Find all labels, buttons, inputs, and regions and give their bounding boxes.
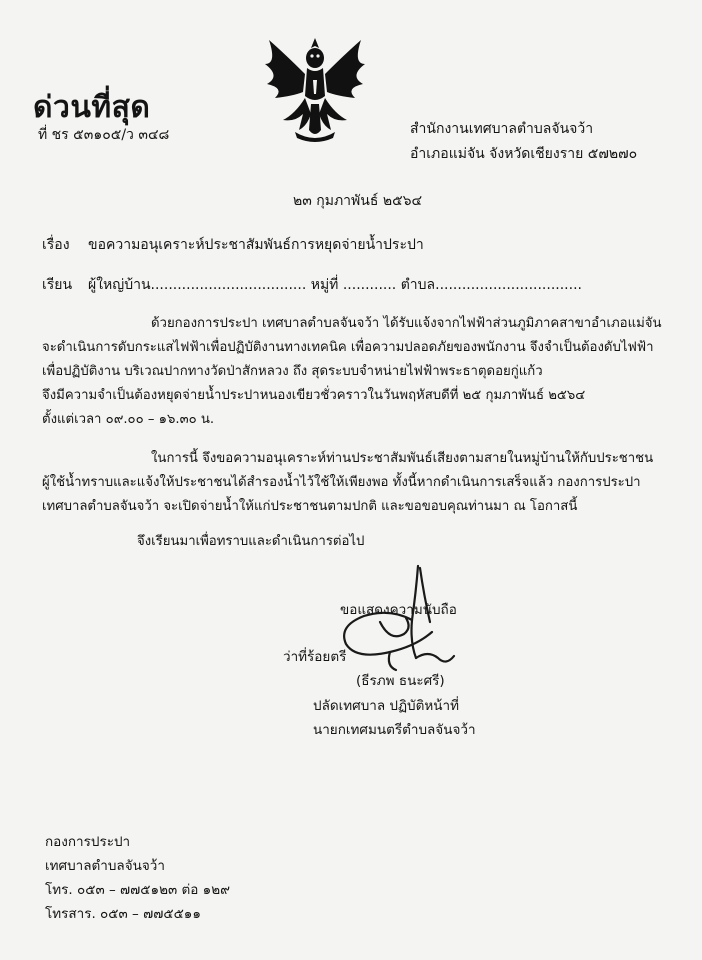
body-line: ตั้งแต่เวลา ๐๙.๐๐ – ๑๖.๓๐ น. [42, 412, 215, 427]
closing-regards: ขอแสดงความนับถือ [340, 602, 457, 618]
body-paragraph-1 [42, 312, 662, 432]
footer-organization: เทศบาลตำบลจันจว้า [45, 858, 165, 874]
closing-sentence: จึงเรียนมาเพื่อทราบและดำเนินการต่อไป [137, 534, 365, 549]
signer-name: (ธีรภพ ธนะศรี) [356, 673, 445, 689]
footer-phone: โทร. ๐๕๓ – ๗๗๕๑๒๓ ต่อ ๑๒๙ [45, 882, 231, 898]
signer-position-2: นายกเทศมนตรีตำบลจันจว้า [313, 722, 476, 738]
letter-date: ๒๓ กุมภาพันธ์ ๒๕๖๔ [293, 193, 423, 209]
body-line: เพื่อปฏิบัติงาน บริเวณปากทางวัดป่าสักหลวง ถึง สุดระบบจำหน่ายไฟฟ้าพระธาตุดอยกู่แก้ว [42, 364, 543, 379]
office-address: อำเภอแม่จัน จังหวัดเชียงราย ๕๗๒๗๐ [410, 146, 638, 162]
body-line: จะดำเนินการดับกระแสไฟฟ้าเพื่อปฏิบัติงานทางเทคนิค เพื่อความปลอดภัยของพนักงาน จึงจำเป็นต้องดับไฟฟ้า [42, 340, 654, 355]
body-line: ในการนี้ จึงขอความอนุเคราะห์ท่านประชาสัมพันธ์เสียงตามสายในหมู่บ้านให้กับประชาชน [42, 451, 654, 466]
document-number: ที่ ชร ๕๓๑๐๕/ว ๓๔๘ [38, 127, 170, 143]
recipient-text: ผู้ใหญ่บ้าน................................... หมู่ที่ ............ ตำบล................................. [88, 277, 582, 293]
garuda-emblem-icon [255, 34, 375, 146]
body-line: ผู้ใช้น้ำทราบและแจ้งให้ประชาชนได้สำรองน้ำไว้ใช้ให้เพียงพอ ทั้งนี้หากดำเนินการเสร็จแล้ว กองการประปา [42, 475, 641, 490]
office-name: สำนักงานเทศบาลตำบลจันจว้า [410, 121, 594, 137]
subject-label: เรื่อง [42, 237, 70, 253]
urgency-label: ด่วนที่สุด [33, 90, 151, 125]
signer-position-1: ปลัดเทศบาล ปฏิบัติหน้าที่ [313, 698, 459, 714]
footer-fax: โทรสาร. ๐๕๓ – ๗๗๕๕๑๑ [45, 906, 201, 922]
footer-department: กองการประปา [45, 834, 131, 850]
signer-rank: ว่าที่ร้อยตรี [283, 649, 347, 665]
body-line: เทศบาลตำบลจันจว้า จะเปิดจ่ายน้ำให้แก่ประชาชนตามปกติ และขอขอบคุณท่านมา ณ โอกาสนี้ [42, 499, 578, 514]
body-line: ด้วยกองการประปา เทศบาลตำบลจันจว้า ได้รับแจ้งจากไฟฟ้าส่วนภูมิภาคสาขาอำเภอแม่จัน [42, 316, 662, 331]
recipient-label: เรียน [42, 277, 73, 293]
body-paragraph-2 [42, 447, 653, 519]
body-line: จึงมีความจำเป็นต้องหยุดจ่ายน้ำประปาหนองเขียวชั่วคราวในวันพฤหัสบดีที่ ๒๕ กุมภาพันธ์ ๒๕๖๔ [42, 388, 586, 403]
subject-text: ขอความอนุเคราะห์ประชาสัมพันธ์การหยุดจ่ายน้ำประปา [88, 237, 424, 253]
